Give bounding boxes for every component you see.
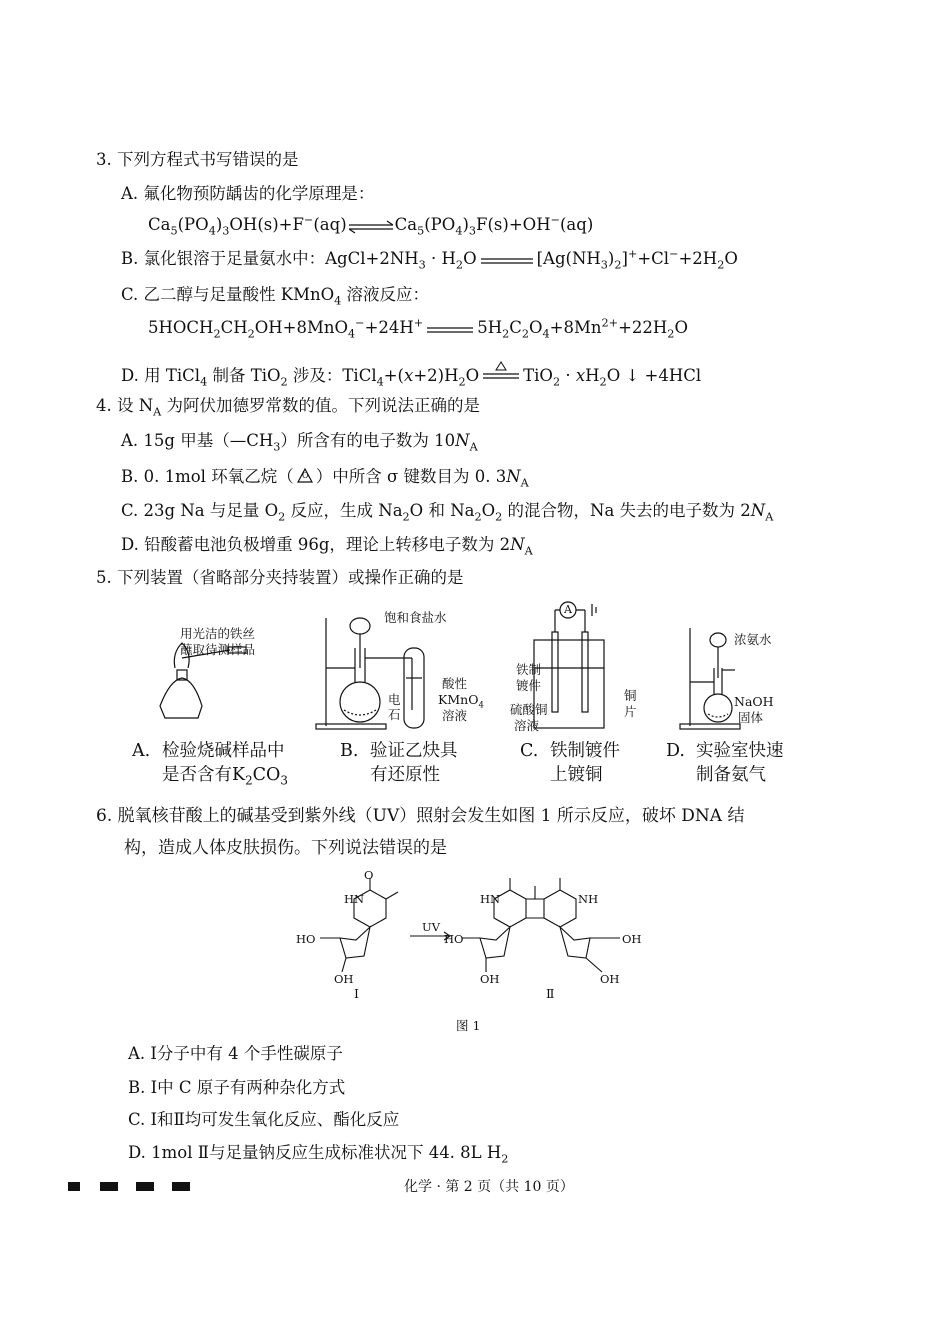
- q4-option-b: B. 0. 1mol 环氧乙烷（ O ）中所含 σ 键数目为 0. $3N_A$: [121, 467, 529, 490]
- oh-ii-right: OH: [622, 932, 642, 946]
- q5-caption-a: A. 检验烧碱样品中 是否含有$K_2CO_3$: [132, 741, 288, 788]
- page-number: 化学 · 第 2 页（共 10 页）: [404, 1179, 574, 1195]
- label-molecule-i: Ⅰ: [354, 986, 359, 1001]
- label-b-dian: 电: [388, 692, 401, 707]
- label-c-tong: 铜: [624, 688, 637, 703]
- label-a-wire-2: 蘸取待测样品: [180, 642, 256, 657]
- footer-mark: [172, 1182, 190, 1191]
- label-b-solution: 溶液: [442, 708, 468, 723]
- o-top-i: O: [364, 868, 374, 882]
- q4-option-d: D. 铅酸蓄电池负极增重 96g，理论上转移电子数为 $2N_A$: [121, 535, 533, 558]
- oh-bottom-ii-left: OH: [480, 972, 500, 986]
- svg-text:O: O: [301, 471, 309, 480]
- label-c-cuso4-2: 溶液: [514, 718, 540, 733]
- label-molecule-ii: Ⅱ: [546, 986, 555, 1001]
- q6-option-a: A. Ⅰ分子中有 4 个手性碳原子: [128, 1044, 343, 1063]
- q3-stem: 3. 下列方程式书写错误的是: [96, 150, 299, 169]
- figure-caption: 图 1: [456, 1018, 481, 1033]
- q5-apparatus-figure: [130, 598, 830, 738]
- nh-ii: NH: [578, 892, 599, 906]
- label-c-pian: 片: [624, 704, 637, 719]
- q6-option-b: B. Ⅰ中 C 原子有两种杂化方式: [128, 1078, 346, 1097]
- ho-ii: HO: [444, 932, 464, 946]
- epoxide-icon: [294, 466, 316, 486]
- q4-stem: 4. 设 $N_A$ 为阿伏加德罗常数的值。下列说法正确的是: [96, 396, 481, 419]
- q3-option-d: D. 用 TiCl$_4$ 制备 TiO$_2$ 涉及：$TiCl_4+(x+2)H_2O$ $TiO_2 \cdot xH_2O$ ↓ +4HCl: [121, 361, 701, 386]
- footer-mark: [100, 1182, 118, 1191]
- oh-bottom-i: OH: [334, 972, 354, 986]
- q6-stem-2: 构，造成人体皮肤损伤。下列说法错误的是: [124, 838, 447, 858]
- label-c-fe-2: 镀件: [516, 678, 542, 693]
- label-b-brine: 饱和食盐水: [384, 610, 447, 625]
- q3-option-a: A. 氟化物预防龋齿的化学原理是：: [121, 184, 375, 203]
- q5-caption-d: D. 实验室快速 制备氨气: [666, 741, 784, 785]
- label-b-acid: 酸性: [442, 676, 468, 691]
- apparatus-drawings: [130, 598, 830, 738]
- hn-ii: HN: [480, 892, 501, 906]
- label-d-ammonia: 浓氨水: [734, 632, 772, 647]
- q6-stem-1: 6. 脱氧核苷酸上的碱基受到紫外线（UV）照射会发生如图 1 所示反应，破坏 DNA 结: [96, 806, 745, 826]
- oh-bottom-ii-right: OH: [600, 972, 620, 986]
- label-d-naoh: NaOH: [734, 694, 774, 709]
- reaction-drawing: [290, 868, 670, 988]
- ho-left: HO: [296, 932, 316, 946]
- q3-a-equation: $Ca_5(PO_4)_3OH(s)+F^-(aq)$ $Ca_5(PO_4)_3F(s)+OH^-(aq)$: [148, 213, 594, 238]
- footer-mark: [136, 1182, 154, 1191]
- hn-i: HN: [344, 892, 365, 906]
- ammeter-label: A: [564, 603, 572, 616]
- label-c-fe-1: 铁制: [516, 662, 542, 677]
- q5-caption-b: B. 验证乙炔具 有还原性: [340, 741, 458, 785]
- q5-stem: 5. 下列装置（省略部分夹持装置）或操作正确的是: [96, 568, 464, 587]
- q4-option-c: C. 23g Na 与足量 $O_2$ 反应，生成 $Na_2O$ 和 $Na_2O_2$ 的混合物，Na 失去的电子数为 $2N_A$: [121, 501, 774, 524]
- footer-mark: [68, 1182, 80, 1191]
- q5-caption-c: C. 铁制镀件 上镀铜: [520, 741, 620, 785]
- label-a-wire-1: 用光洁的铁丝: [180, 626, 256, 641]
- label-d-solid: 固体: [738, 710, 764, 725]
- uv-label: UV: [422, 920, 440, 934]
- label-b-shi: 石: [388, 707, 401, 722]
- label-b-kmno4: KMnO$_4$: [438, 692, 484, 711]
- q6-option-d: D. 1mol Ⅱ与足量钠反应生成标准状况下 44. 8L $H_2$: [128, 1143, 509, 1166]
- q3-option-c: C. 乙二醇与足量酸性 KMnO$_4$ 溶液反应：: [121, 285, 430, 308]
- q6-option-c: C. Ⅰ和Ⅱ均可发生氧化反应、酯化反应: [128, 1110, 400, 1129]
- label-c-cuso4-1: 硫酸铜: [510, 702, 548, 717]
- page-footer: [0, 1176, 950, 1200]
- q6-reaction-figure: [290, 868, 670, 1013]
- q3-c-equation: $5HOCH_2CH_2OH+8MnO_4^-+24H^+$ $5H_2C_2O_4+8Mn^{2+}+22H_2O$: [148, 316, 688, 341]
- q3-option-b: B. 氯化银溶于足量氨水中：$AgCl+2NH_3 \cdot H_2O$ $[Ag(NH_3)_2]^++Cl^-+2H_2O$: [121, 247, 738, 272]
- q4-option-a: A. 15g 甲基$(—CH_3)$所含有的电子数为 $10N_A$: [121, 431, 478, 454]
